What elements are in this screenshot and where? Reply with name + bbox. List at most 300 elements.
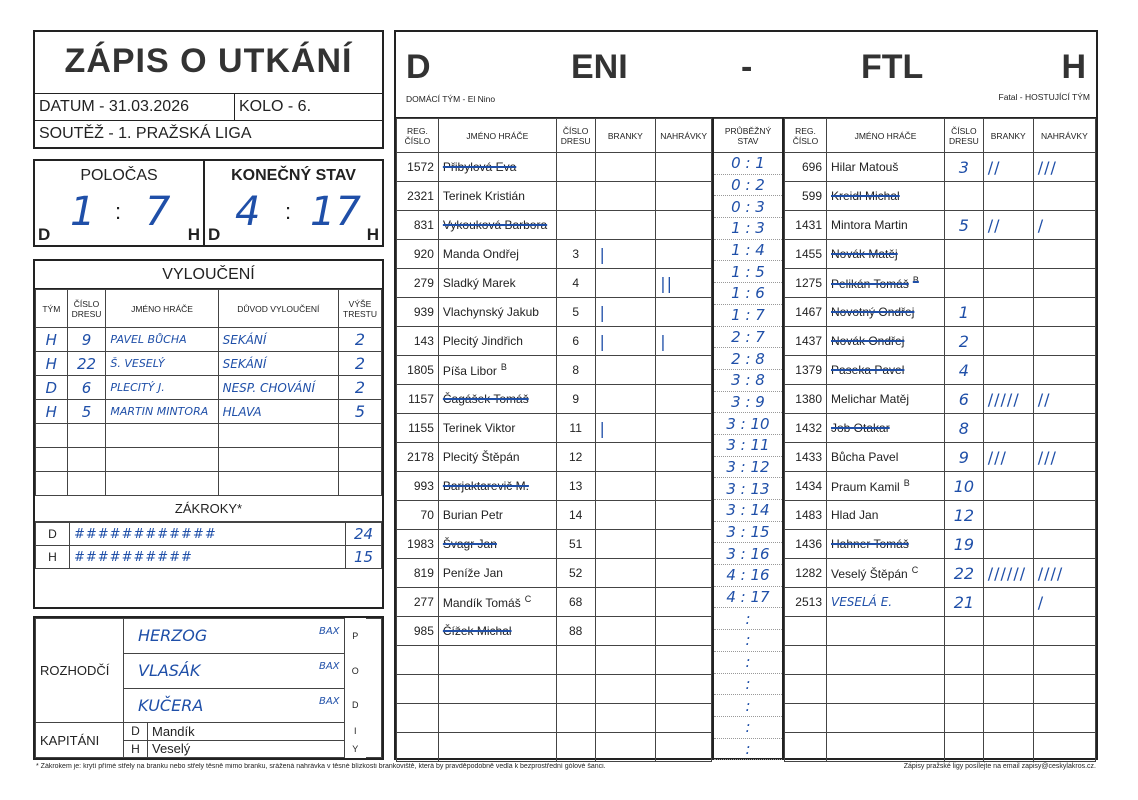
player-reg: 143 <box>397 327 439 356</box>
running-score-entry: 3 : 10 <box>713 413 783 435</box>
player-goals <box>595 269 656 298</box>
player-assists: //// <box>1033 559 1095 588</box>
player-row <box>785 414 1096 443</box>
player-jersey: 13 <box>556 472 595 501</box>
running-score-entry: 3 : 8 <box>713 369 783 391</box>
player-jersey <box>556 733 595 762</box>
player-assists <box>656 153 712 182</box>
away-col-jersey: ČÍSLO DRESU <box>945 119 984 153</box>
player-goals <box>595 356 656 385</box>
exclusions-box <box>33 259 384 609</box>
player-reg: 831 <box>397 211 439 240</box>
away-col-reg: REG. ČÍSLO <box>785 119 827 153</box>
player-row <box>785 356 1096 385</box>
sign-letter: I <box>344 723 366 740</box>
player-reg: 1434 <box>785 472 827 501</box>
player-reg: 1433 <box>785 443 827 472</box>
player-row <box>785 559 1096 588</box>
exclusion-row <box>36 400 382 424</box>
player-name <box>827 414 945 443</box>
player-row <box>397 559 712 588</box>
player-name-text: Novák Matěj <box>831 247 898 261</box>
player-name-text: Hilar Matouš <box>831 160 899 174</box>
player-jersey: 11 <box>556 414 595 443</box>
player-name <box>438 646 556 675</box>
player-name-text: Paseka Pavel <box>831 363 905 377</box>
player-assists <box>1033 704 1095 733</box>
player-name <box>827 356 945 385</box>
player-name <box>438 617 556 646</box>
exclusion-num <box>67 448 106 472</box>
player-reg: 279 <box>397 269 439 298</box>
player-assists <box>1033 617 1095 646</box>
saves-row <box>36 546 382 569</box>
halftime-home: 1 <box>70 189 96 235</box>
player-name-text: Plecitý Jindřich <box>442 334 523 348</box>
exclusions-table <box>35 289 382 496</box>
home-col-jersey: ČÍSLO DRESU <box>556 119 595 153</box>
player-jersey: 1 <box>945 298 984 327</box>
halftime-away: 7 <box>145 189 171 235</box>
player-reg <box>785 675 827 704</box>
player-reg: 1432 <box>785 414 827 443</box>
score-box <box>33 159 384 247</box>
player-goals: /// <box>983 443 1033 472</box>
final-away: 17 <box>310 189 361 235</box>
player-reg: 70 <box>397 501 439 530</box>
exclusion-minutes: 2 <box>339 352 382 376</box>
player-name <box>438 356 556 385</box>
home-col-name: JMÉNO HRÁČE <box>438 119 556 153</box>
saves-team: D <box>36 523 70 546</box>
player-name <box>438 588 556 617</box>
player-row <box>397 182 712 211</box>
player-reg <box>397 675 439 704</box>
halftime-label: POLOČAS <box>80 167 158 184</box>
running-score-entry: : <box>713 738 783 760</box>
player-row <box>785 675 1096 704</box>
running-score-entry: : <box>713 695 783 717</box>
player-name <box>438 182 556 211</box>
player-jersey: 68 <box>556 588 595 617</box>
player-name <box>827 240 945 269</box>
teams-header <box>396 32 1096 118</box>
player-row <box>397 646 712 675</box>
player-row <box>785 182 1096 211</box>
away-code: FTL <box>861 48 924 86</box>
final-score <box>205 161 382 245</box>
player-assists <box>656 646 712 675</box>
exclusion-reason: NESP. CHOVÁNÍ <box>218 376 338 400</box>
player-row <box>785 385 1096 414</box>
player-jersey: 8 <box>945 414 984 443</box>
player-row <box>785 240 1096 269</box>
running-score-entry: 1 : 6 <box>713 283 783 305</box>
player-name-text: Terinek Viktor <box>442 421 516 435</box>
player-reg: 1282 <box>785 559 827 588</box>
player-name <box>827 675 945 704</box>
player-reg: 1157 <box>397 385 439 414</box>
player-jersey: 88 <box>556 617 595 646</box>
exclusion-team: D <box>36 376 68 400</box>
saves-title: ZÁKROKY* <box>35 496 382 522</box>
player-reg: 1155 <box>397 414 439 443</box>
exclusions-title: VYLOUČENÍ <box>35 261 382 289</box>
exclusion-num <box>67 472 106 496</box>
player-name <box>827 733 945 762</box>
player-assists <box>656 559 712 588</box>
player-name-text: Plecitý Štěpán <box>442 450 520 464</box>
player-name-text: Bůcha Pavel <box>831 450 899 464</box>
player-reg: 599 <box>785 182 827 211</box>
final-h: H <box>366 225 379 244</box>
player-name <box>438 559 556 588</box>
col-minutes: VÝŠE TRESTU <box>339 290 382 328</box>
referee-team: BAX <box>318 661 340 673</box>
player-name-text: Hlad Jan <box>831 508 879 522</box>
match-round: KOLO - 6. <box>239 98 312 115</box>
player-mark: C <box>524 594 532 604</box>
player-assists <box>656 733 712 762</box>
player-name <box>438 240 556 269</box>
captain-name: Veselý <box>148 740 345 757</box>
player-row <box>397 472 712 501</box>
exclusion-row <box>36 424 382 448</box>
player-name <box>438 530 556 559</box>
away-col-name: JMÉNO HRÁČE <box>827 119 945 153</box>
player-goals <box>983 240 1033 269</box>
player-name <box>438 472 556 501</box>
exclusion-reason <box>218 472 338 496</box>
player-goals <box>983 588 1033 617</box>
running-score-entry: : <box>713 608 783 630</box>
officials-box <box>33 616 384 760</box>
player-goals <box>983 269 1033 298</box>
player-name-text: Vykouková Barbora <box>442 218 548 232</box>
exclusion-team: H <box>36 400 68 424</box>
halftime-d: D <box>38 225 51 244</box>
running-score-entry: : <box>713 716 783 738</box>
player-jersey <box>556 646 595 675</box>
player-name <box>827 298 945 327</box>
player-goals <box>983 646 1033 675</box>
player-goals <box>983 472 1033 501</box>
exclusion-reason <box>218 448 338 472</box>
player-goals <box>595 588 656 617</box>
exclusion-row <box>36 328 382 352</box>
league-name: SOUTĚŽ - 1. PRAŽSKÁ LIGA <box>39 125 252 142</box>
running-score-entry: 3 : 14 <box>713 500 783 522</box>
player-row <box>397 298 712 327</box>
player-assists <box>1033 327 1095 356</box>
running-score-entry: : <box>713 673 783 695</box>
player-jersey: 6 <box>556 327 595 356</box>
referee-name: HERZOG <box>138 626 208 646</box>
player-assists <box>1033 501 1095 530</box>
player-name <box>827 385 945 414</box>
player-reg: 1467 <box>785 298 827 327</box>
player-name <box>827 327 945 356</box>
player-name-text: Veselý Štěpán <box>831 567 908 581</box>
exclusion-reason: SEKÁNÍ <box>218 328 338 352</box>
away-h: H <box>1061 48 1086 86</box>
player-reg: 1436 <box>785 530 827 559</box>
player-goals <box>595 385 656 414</box>
player-assists <box>1033 530 1095 559</box>
player-jersey: 19 <box>945 530 984 559</box>
running-score-entry: 4 : 16 <box>713 565 783 587</box>
player-name-text: Sladký Marek <box>442 276 516 290</box>
player-name <box>438 269 556 298</box>
player-name-text: Peníže Jan <box>442 566 503 580</box>
player-name-text: Melichar Matěj <box>831 392 910 406</box>
player-jersey <box>945 617 984 646</box>
player-goals: // <box>983 211 1033 240</box>
exclusion-team: H <box>36 328 68 352</box>
player-jersey: 4 <box>556 269 595 298</box>
saves-total: 24 <box>346 523 382 546</box>
player-goals: | <box>595 414 656 443</box>
saves-row <box>36 523 382 546</box>
player-assists: | <box>656 327 712 356</box>
player-name <box>438 153 556 182</box>
saves-total: 15 <box>346 546 382 569</box>
referee-name: VLASÁK <box>138 661 201 681</box>
exclusion-row <box>36 376 382 400</box>
player-assists: || <box>656 269 712 298</box>
player-row <box>785 153 1096 182</box>
final-label: KONEČNÝ STAV <box>231 167 356 184</box>
player-goals <box>983 704 1033 733</box>
exclusion-name: Š. VESELÝ <box>106 352 218 376</box>
running-score-entry: 1 : 3 <box>713 218 783 240</box>
exclusion-name <box>106 472 218 496</box>
player-name-text: Novotný Ondřej <box>831 305 915 319</box>
player-reg <box>397 646 439 675</box>
running-score <box>712 118 784 760</box>
player-jersey <box>945 733 984 762</box>
captain-team: H <box>124 740 148 757</box>
player-name <box>438 704 556 733</box>
player-reg <box>785 733 827 762</box>
player-name-text: Čížek Michal <box>442 624 512 638</box>
player-name <box>827 501 945 530</box>
player-jersey: 10 <box>945 472 984 501</box>
exclusion-num: 22 <box>67 352 106 376</box>
referee-team: BAX <box>318 626 340 638</box>
player-assists <box>1033 733 1095 762</box>
exclusion-name: PAVEL BŮCHA <box>106 328 218 352</box>
player-assists <box>656 385 712 414</box>
player-name <box>827 617 945 646</box>
player-row <box>785 443 1096 472</box>
player-assists <box>656 298 712 327</box>
player-row <box>397 414 712 443</box>
player-row <box>785 588 1096 617</box>
player-reg: 1380 <box>785 385 827 414</box>
player-row <box>785 501 1096 530</box>
player-assists <box>1033 646 1095 675</box>
player-goals <box>595 704 656 733</box>
running-score-entry: 2 : 8 <box>713 348 783 370</box>
running-score-entry: 0 : 2 <box>713 174 783 196</box>
exclusion-minutes: 2 <box>339 328 382 352</box>
exclusion-reason: SEKÁNÍ <box>218 352 338 376</box>
player-goals <box>983 617 1033 646</box>
referees-label: ROZHODČÍ <box>36 619 124 723</box>
player-reg <box>397 733 439 762</box>
player-name-text: Novák Ondřej <box>831 334 905 348</box>
player-reg <box>785 646 827 675</box>
player-row <box>785 298 1096 327</box>
halftime-sep: : <box>115 199 122 224</box>
player-row <box>397 733 712 762</box>
player-assists <box>1033 240 1095 269</box>
exclusion-name: PLECITÝ J. <box>106 376 218 400</box>
player-row <box>397 501 712 530</box>
running-score-entry: 4 : 17 <box>713 586 783 608</box>
player-row <box>397 211 712 240</box>
exclusion-team <box>36 424 68 448</box>
running-score-entry: 0 : 3 <box>713 196 783 218</box>
player-row <box>397 617 712 646</box>
referee-name: KUČERA <box>138 695 204 715</box>
player-row <box>397 704 712 733</box>
running-score-entry: 3 : 11 <box>713 434 783 456</box>
sign-letter: Y <box>344 740 366 757</box>
player-name <box>438 327 556 356</box>
player-name <box>438 733 556 762</box>
exclusion-minutes: 5 <box>339 400 382 424</box>
player-row <box>397 675 712 704</box>
player-assists <box>1033 675 1095 704</box>
page-title: ZÁPIS O UTKÁNÍ <box>35 32 382 94</box>
player-reg: 1805 <box>397 356 439 385</box>
player-goals <box>983 675 1033 704</box>
player-jersey: 4 <box>945 356 984 385</box>
exclusion-num: 6 <box>67 376 106 400</box>
player-reg: 1431 <box>785 211 827 240</box>
player-goals <box>595 646 656 675</box>
player-jersey: 9 <box>945 443 984 472</box>
player-reg: 1437 <box>785 327 827 356</box>
player-goals <box>595 617 656 646</box>
player-assists: / <box>1033 211 1095 240</box>
player-assists <box>1033 414 1095 443</box>
player-jersey <box>945 269 984 298</box>
exclusion-team: H <box>36 352 68 376</box>
player-goals <box>595 675 656 704</box>
running-score-entry: 0 : 1 <box>713 153 783 175</box>
player-row <box>397 269 712 298</box>
player-mark: B <box>912 275 919 285</box>
player-row <box>785 617 1096 646</box>
player-assists <box>656 617 712 646</box>
player-name <box>827 211 945 240</box>
player-jersey: 5 <box>945 211 984 240</box>
player-assists <box>1033 472 1095 501</box>
exclusion-name: MARTIN MINTORA <box>106 400 218 424</box>
player-name-text: Vlachynský Jakub <box>442 305 539 319</box>
player-row <box>397 327 712 356</box>
player-goals <box>595 559 656 588</box>
exclusion-minutes <box>339 472 382 496</box>
player-jersey <box>556 211 595 240</box>
player-goals: ////// <box>983 559 1033 588</box>
player-reg: 2178 <box>397 443 439 472</box>
player-row <box>785 530 1096 559</box>
player-goals <box>983 327 1033 356</box>
player-name-text: Burian Petr <box>442 508 503 522</box>
player-assists <box>1033 182 1095 211</box>
player-name <box>827 704 945 733</box>
player-name-text: Hahner Tomáš <box>831 537 909 551</box>
player-name <box>827 588 945 617</box>
player-jersey: 21 <box>945 588 984 617</box>
player-goals <box>595 733 656 762</box>
home-col-reg: REG. ČÍSLO <box>397 119 439 153</box>
exclusion-num <box>67 424 106 448</box>
player-name-text: Job Otakar <box>831 421 890 435</box>
player-name-text: VESELÁ E. <box>831 595 893 609</box>
exclusion-minutes <box>339 424 382 448</box>
col-name: JMÉNO HRÁČE <box>106 290 218 328</box>
player-assists: / <box>1033 588 1095 617</box>
saves-team: H <box>36 546 70 569</box>
player-row <box>785 211 1096 240</box>
player-name <box>438 298 556 327</box>
final-home: 4 <box>235 189 261 235</box>
player-mark: C <box>911 565 919 575</box>
col-num: ČÍSLO DRESU <box>67 290 106 328</box>
running-score-entry: 3 : 13 <box>713 478 783 500</box>
player-goals <box>595 472 656 501</box>
player-goals <box>595 182 656 211</box>
captain-team: D <box>124 723 148 740</box>
player-row <box>397 153 712 182</box>
player-reg: 277 <box>397 588 439 617</box>
player-name-text: Přibylová Eva <box>442 160 517 174</box>
player-name <box>827 443 945 472</box>
running-score-entry: 1 : 7 <box>713 304 783 326</box>
exclusion-minutes: 2 <box>339 376 382 400</box>
player-row <box>785 646 1096 675</box>
player-name <box>827 646 945 675</box>
player-reg: 920 <box>397 240 439 269</box>
referee-row-1 <box>124 619 345 654</box>
player-assists: /// <box>1033 443 1095 472</box>
player-goals <box>983 733 1033 762</box>
player-assists <box>656 443 712 472</box>
player-reg: 939 <box>397 298 439 327</box>
player-goals: // <box>983 153 1033 182</box>
player-row <box>785 704 1096 733</box>
player-goals: | <box>595 298 656 327</box>
player-jersey: 9 <box>556 385 595 414</box>
player-jersey <box>556 675 595 704</box>
away-col-goals: BRANKY <box>983 119 1033 153</box>
exclusion-row <box>36 448 382 472</box>
saves-table <box>35 522 382 569</box>
match-sheet <box>394 30 1098 760</box>
player-assists <box>656 240 712 269</box>
player-reg <box>785 617 827 646</box>
running-score-entry: : <box>713 651 783 673</box>
player-assists <box>1033 356 1095 385</box>
player-goals <box>595 211 656 240</box>
sign-letter: O <box>344 653 366 688</box>
player-reg <box>785 704 827 733</box>
